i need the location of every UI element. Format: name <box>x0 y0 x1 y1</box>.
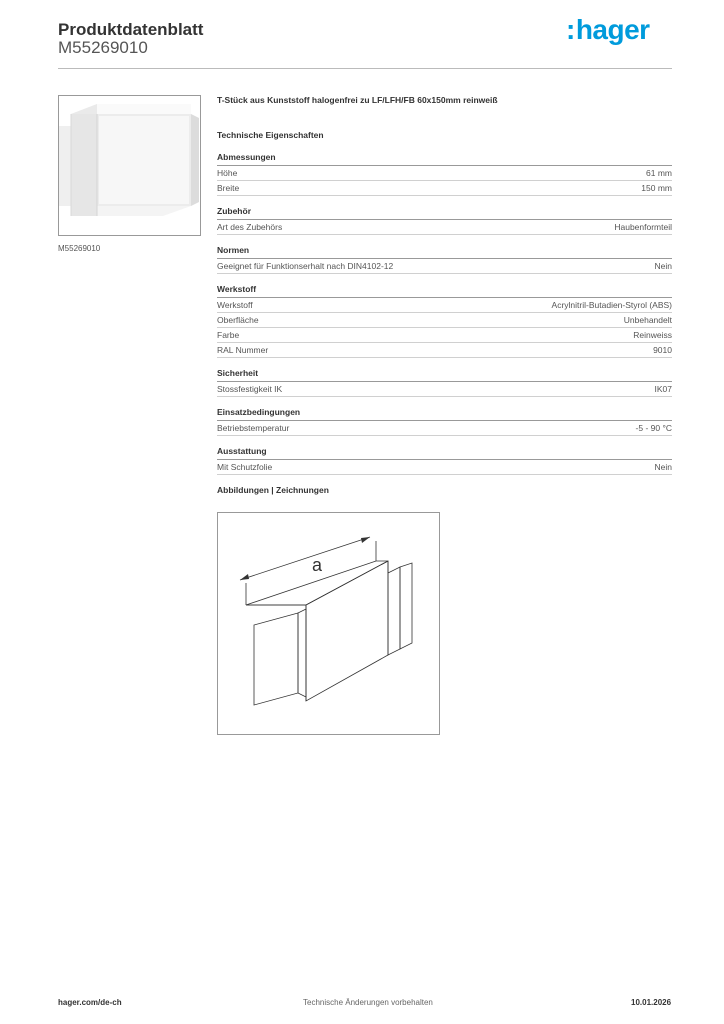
row-label: Geeignet für Funktionserhalt nach DIN4102-12 <box>217 261 394 271</box>
row-label: Mit Schutzfolie <box>217 462 273 472</box>
technical-drawing <box>217 512 440 735</box>
table-row <box>217 220 672 235</box>
figures-section-title: Abbildungen | Zeichnungen <box>217 485 329 495</box>
table-row <box>217 328 672 343</box>
row-value: 61 mm <box>646 168 672 178</box>
row-label: Betriebstemperatur <box>217 423 290 433</box>
product-photo <box>59 96 200 235</box>
table-row <box>217 298 672 313</box>
row-label: Stossfestigkeit IK <box>217 384 283 394</box>
table-row <box>217 259 672 274</box>
group-operating-conditions <box>217 407 672 436</box>
row-label: Farbe <box>217 330 240 340</box>
product-image-caption: M55269010 <box>58 244 101 253</box>
group-accessory <box>217 206 672 235</box>
footer-disclaimer: Technische Änderungen vorbehalten <box>303 998 433 1007</box>
table-row <box>217 166 672 181</box>
group-title: Normen <box>217 245 672 259</box>
group-standards <box>217 245 672 274</box>
content-column <box>217 95 672 495</box>
table-row <box>217 181 672 196</box>
row-value: IK07 <box>654 384 672 394</box>
product-description: T-Stück aus Kunststoff halogenfrei zu LF/LFH/FB 60x150mm reinweiß <box>217 95 498 105</box>
group-equipment <box>217 446 672 475</box>
header-divider <box>58 68 672 69</box>
product-code: M55269010 <box>58 38 148 57</box>
group-title: Sicherheit <box>217 368 672 382</box>
footer-date: 10.01.2026 <box>631 998 672 1007</box>
table-row <box>217 343 672 358</box>
drawing-svg <box>218 513 439 734</box>
table-row <box>217 460 672 475</box>
row-value: Acrylnitril-Butadien-Styrol (ABS) <box>551 300 672 310</box>
hager-logo: :hager <box>566 14 650 45</box>
tech-section-title: Technische Eigenschaften <box>217 130 324 140</box>
group-material <box>217 284 672 358</box>
row-label: Art des Zubehörs <box>217 222 283 232</box>
table-row <box>217 382 672 397</box>
row-label: Höhe <box>217 168 238 178</box>
group-title: Ausstattung <box>217 446 672 460</box>
row-value: Reinweiss <box>633 330 672 340</box>
row-value: Unbehandelt <box>623 315 672 325</box>
table-row <box>217 421 672 436</box>
group-title: Abmessungen <box>217 152 672 166</box>
dimension-label: a <box>312 555 323 575</box>
row-value: -5 - 90 °C <box>635 423 672 433</box>
group-title: Zubehör <box>217 206 672 220</box>
table-row <box>217 313 672 328</box>
row-value: Nein <box>654 462 672 472</box>
group-title: Einsatzbedingungen <box>217 407 672 421</box>
product-image <box>58 95 201 236</box>
footer-website: hager.com/de-ch <box>58 998 122 1007</box>
logo-text: hager <box>575 14 650 45</box>
group-safety <box>217 368 672 397</box>
row-label: Werkstoff <box>217 300 253 310</box>
row-value: 150 mm <box>641 183 672 193</box>
row-value: 9010 <box>653 345 672 355</box>
group-title: Werkstoff <box>217 284 672 298</box>
row-label: RAL Nummer <box>217 345 269 355</box>
row-label: Oberfläche <box>217 315 259 325</box>
row-value: Nein <box>654 261 672 271</box>
page-title: Produktdatenblatt <box>58 20 204 39</box>
group-dimensions <box>217 152 672 196</box>
row-label: Breite <box>217 183 240 193</box>
row-value: Haubenformteil <box>614 222 672 232</box>
